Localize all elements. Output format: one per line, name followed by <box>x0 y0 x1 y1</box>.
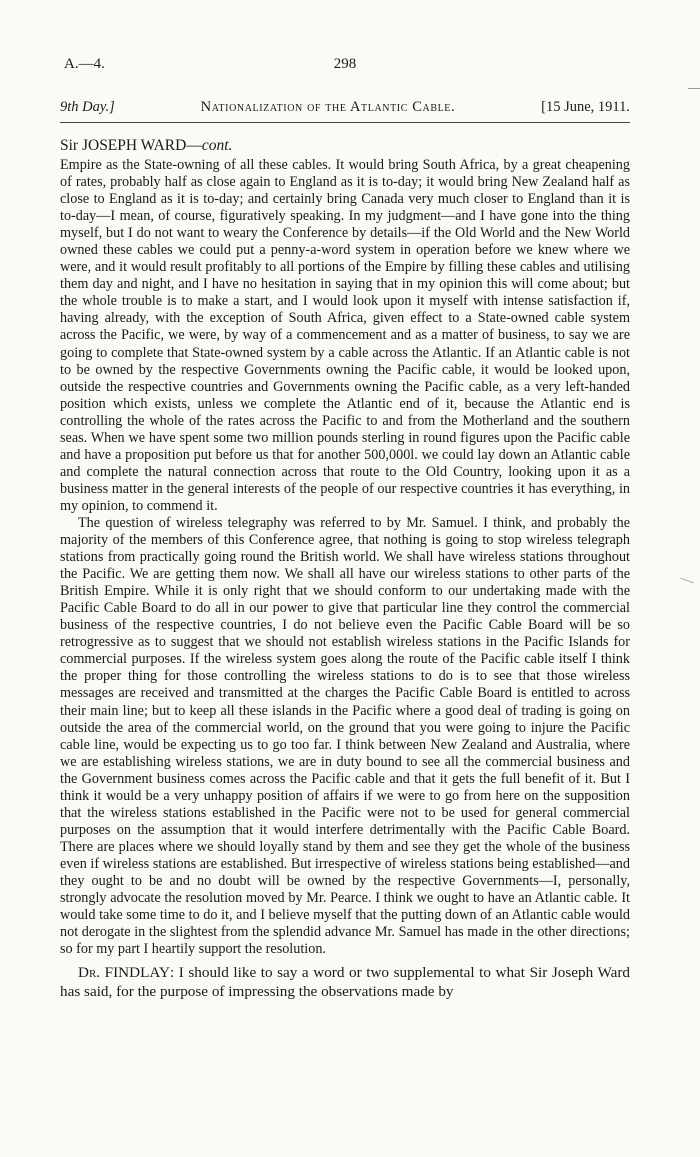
speaker-name: Sir JOSEPH WARD— <box>60 137 202 154</box>
speech-speaker: Dr. FINDLAY <box>78 964 170 982</box>
running-header <box>60 99 630 116</box>
page-number: 298 <box>333 56 357 72</box>
sitting-date: [15 June, 1911. <box>541 99 630 115</box>
speech-text: : I should like to say a word or two supplemental to what Sir Joseph Ward has said, for the purpose of impressing the observations made by <box>60 964 631 1001</box>
body-text <box>60 157 630 1001</box>
paragraph: The question of wireless telegraphy was referred to by Mr. Samuel. I think, and probably the majority of the members of this Conference agree, that nothing is going to stop wireless telegraph stations from practically going round the British world. We shall have wireless stations throughout the Pacific. We are getting them now. We shall all have our wireless stations to other parts of the British Empire. While it is only right that we should conform to our undertaking made with the Pacific Cable Board to do all in our power to give that particular line they control the commercial business of the respective countries, I do not believe even the Pacific Cable Board will be so retrogressive as to suggest that we should not establish wireless stations in the Pacific Islands for commercial purposes. If the wireless system goes along the route of the Pacific cable itself I think the proper thing for those controlling the wireless stations to do is to see that those wireless messages are received and transmitted at the charges the Pacific Cable Board is entitled to across their main line; but to keep all these islands in the Pacific where a good deal of trading is going on outside the area of the commercial world, on the ground that you were going to injure the Pacific cable line, would be expecting us to go too far. I think between New Zealand and Australia, where we are establishing wireless stations, we are in duty bound to see all the commercial business and the Government business comes across the Pacific cable and that it gets the full benefit of it. But I think it would be a very unhappy position of affairs if we were to go from here on the supposition that the wireless stations established in the Pacific were not to be used for general commercial purposes on the assumption that it would interfere detrimentally with the Pacific Cable Board. There are places where we should loyally stand by them and see they get the whole of the business even if wireless stations are established. But irrespective of wireless stations being established—and they ought to be and no doubt will be owned by the respective Governments—I, personally, strongly advocate the resolution moved by Mr. Pearce. I think we ought to have an Atlantic cable. It would take some time to do it, and I believe myself that the putting down of an Atlantic cable would not derogate in the slightest from the splendid advance Mr. Samuel has made in the other directions; so for my part I heartily support the resolution. <box>60 514 630 958</box>
speaker-heading <box>60 137 232 155</box>
sitting-day: 9th Day.] <box>60 99 115 115</box>
header-rule <box>60 122 630 123</box>
paragraph: Empire as the State-owning of all these cables. It would bring South Africa, by a great cheapening of rates, probably half as close again to England as it is to-day; it would bring New Zealand half as close to England as it is to-day; and certainly bring Canada very much closer to England than it is to-day—I mean, of course, figuratively speaking. In my judgment—and I have gone into the thing myself, but I do not want to weary the Conference by details—if the Old World and the New World owned these cables we could put a penny-a-word system in operation before we knew where we were, and it would result profitably to all portions of the Empire by filling these cables and utilising them day and night, and I have no hesitation in saying that in my opinion this will come about; but the whole trouble is to make a start, and I would look upon it myself with intense satisfaction if, having already, with the exception of South Africa, given effect to a State-owned cable system across the Pacific, we were, by way of a commencement and as a matter of business, to say we are going to complete that State-owned system by a cable across the Atlantic. If an Atlantic cable is not to be owned by the respective Governments owning the Pacific cable, it would be looked upon, outside the respective countries and Governments owning the Pacific cable, as a very left-handed position which exists, unless we complete the Atlantic end of it, because the Atlantic end is controlling the whole of the rates across the Pacific to and from the Motherland and the southern seas. When we have spent some two million pounds sterling in round figures upon the Pacific cable and have a proposition put before us that for another 500,000l. we could lay down an Atlantic cable and complete the natural connection across that route to the Old Country, looking upon it as a business matter in the general interests of the people of our respective countries it has everything, in my opinion, to commend it. <box>60 157 630 514</box>
margin-mark <box>680 578 693 584</box>
page-header <box>60 56 630 76</box>
speaker-continued: cont. <box>201 137 233 154</box>
running-title: Nationalization of the Atlantic Cable. <box>200 99 456 115</box>
speech-paragraph <box>60 963 630 1001</box>
document-reference: A.—4. <box>64 56 105 72</box>
margin-mark <box>688 88 700 89</box>
